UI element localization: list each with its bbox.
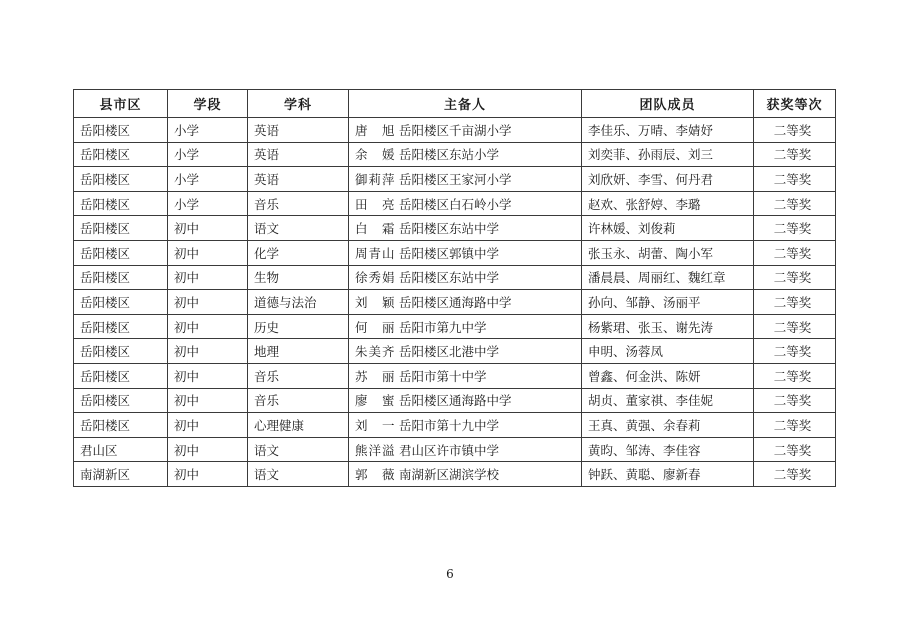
cell-subject: 语文: [248, 216, 349, 241]
cell-award: 二等奖: [754, 339, 836, 364]
cell-county: 岳阳楼区: [74, 388, 168, 413]
cell-subject: 语文: [248, 437, 349, 462]
awards-table: [73, 89, 836, 487]
cell-team: 张玉永、胡蕾、陶小军: [582, 240, 754, 265]
cell-subject: 历史: [248, 314, 349, 339]
cell-lead: [349, 314, 582, 339]
cell-stage: 初中: [168, 314, 248, 339]
cell-lead: [349, 462, 582, 487]
lead-name: 田 亮: [355, 196, 396, 212]
cell-subject: 心理健康: [248, 413, 349, 438]
cell-subject: 地理: [248, 339, 349, 364]
cell-subject: 生物: [248, 265, 349, 290]
lead-school: 岳阳楼区王家河小学: [399, 171, 512, 187]
cell-lead: [349, 363, 582, 388]
cell-subject: 英语: [248, 118, 349, 143]
cell-team: 潘晨晨、周丽红、魏红章: [582, 265, 754, 290]
cell-county: 岳阳楼区: [74, 363, 168, 388]
cell-award: 二等奖: [754, 290, 836, 315]
lead-name: 唐 旭: [355, 122, 396, 138]
lead-school: 岳阳楼区郭镇中学: [399, 245, 500, 261]
cell-team: 李佳乐、万晴、李婧妤: [582, 118, 754, 143]
table-row: [74, 363, 836, 388]
page-number: 6: [446, 567, 454, 581]
lead-name: 周青山: [355, 245, 396, 261]
header-stage: 学段: [168, 90, 248, 118]
cell-team: 赵欢、张舒婷、李璐: [582, 191, 754, 216]
cell-county: 南湖新区: [74, 462, 168, 487]
lead-name: 廖 蜜: [355, 393, 396, 409]
cell-award: 二等奖: [754, 118, 836, 143]
cell-subject: 音乐: [248, 388, 349, 413]
lead-school: 岳阳楼区东站中学: [399, 221, 500, 237]
lead-school: 岳阳楼区东站小学: [399, 147, 500, 163]
cell-stage: 小学: [168, 191, 248, 216]
lead-name: 朱美齐: [355, 344, 396, 360]
cell-lead: [349, 437, 582, 462]
table-row: [74, 413, 836, 438]
cell-award: 二等奖: [754, 388, 836, 413]
cell-county: 岳阳楼区: [74, 191, 168, 216]
cell-county: 岳阳楼区: [74, 118, 168, 143]
cell-stage: 初中: [168, 462, 248, 487]
header-lead: 主备人: [349, 90, 582, 118]
cell-lead: [349, 118, 582, 143]
lead-school: 岳阳楼区白石岭小学: [399, 196, 512, 212]
table-row: [74, 437, 836, 462]
lead-name: 徐秀娟: [355, 270, 396, 286]
cell-county: 岳阳楼区: [74, 339, 168, 364]
table-row: [74, 462, 836, 487]
cell-award: 二等奖: [754, 314, 836, 339]
lead-name: 白 霜: [355, 221, 396, 237]
cell-county: 岳阳楼区: [74, 413, 168, 438]
cell-award: 二等奖: [754, 142, 836, 167]
lead-name: 御莉萍: [355, 171, 396, 187]
lead-school: 岳阳楼区通海路中学: [399, 393, 512, 409]
table-row: [74, 290, 836, 315]
table-row: [74, 339, 836, 364]
cell-award: 二等奖: [754, 191, 836, 216]
table-row: [74, 216, 836, 241]
lead-school: 岳阳楼区北港中学: [399, 344, 500, 360]
cell-team: 刘奕菲、孙雨辰、刘三: [582, 142, 754, 167]
cell-county: 岳阳楼区: [74, 265, 168, 290]
cell-team: 王真、黄强、余春莉: [582, 413, 754, 438]
table-header-row: [74, 90, 836, 118]
cell-stage: 小学: [168, 142, 248, 167]
cell-award: 二等奖: [754, 240, 836, 265]
lead-name: 何 丽: [355, 319, 396, 335]
cell-subject: 音乐: [248, 363, 349, 388]
cell-stage: 初中: [168, 290, 248, 315]
cell-county: 岳阳楼区: [74, 142, 168, 167]
lead-school: 岳阳楼区东站中学: [399, 270, 500, 286]
lead-name: 余 媛: [355, 147, 396, 163]
cell-stage: 初中: [168, 437, 248, 462]
cell-lead: [349, 339, 582, 364]
cell-team: 钟跃、黄聪、廖新春: [582, 462, 754, 487]
cell-award: 二等奖: [754, 167, 836, 192]
cell-county: 岳阳楼区: [74, 167, 168, 192]
cell-stage: 初中: [168, 413, 248, 438]
cell-stage: 初中: [168, 265, 248, 290]
cell-lead: [349, 413, 582, 438]
cell-county: 岳阳楼区: [74, 216, 168, 241]
table-row: [74, 265, 836, 290]
cell-lead: [349, 142, 582, 167]
cell-stage: 小学: [168, 167, 248, 192]
lead-school: 岳阳楼区千亩湖小学: [399, 122, 512, 138]
lead-name: 郭 薇: [355, 467, 396, 483]
cell-team: 许林媛、刘俊莉: [582, 216, 754, 241]
lead-name: 刘 一: [355, 417, 396, 433]
header-county: 县市区: [74, 90, 168, 118]
cell-subject: 语文: [248, 462, 349, 487]
lead-school: 君山区许市镇中学: [399, 442, 500, 458]
cell-team: 申明、汤蓉凤: [582, 339, 754, 364]
cell-stage: 初中: [168, 240, 248, 265]
lead-name: 刘 颖: [355, 294, 396, 310]
cell-county: 君山区: [74, 437, 168, 462]
cell-team: 杨紫珺、张玉、谢先涛: [582, 314, 754, 339]
cell-subject: 英语: [248, 167, 349, 192]
cell-county: 岳阳楼区: [74, 314, 168, 339]
cell-award: 二等奖: [754, 462, 836, 487]
cell-stage: 初中: [168, 216, 248, 241]
lead-school: 岳阳市第十九中学: [399, 417, 500, 433]
cell-subject: 化学: [248, 240, 349, 265]
cell-lead: [349, 216, 582, 241]
table-row: [74, 191, 836, 216]
table-row: [74, 240, 836, 265]
cell-team: 孙向、邹静、汤丽平: [582, 290, 754, 315]
lead-school: 南湖新区湖滨学校: [399, 467, 500, 483]
cell-award: 二等奖: [754, 413, 836, 438]
cell-subject: 音乐: [248, 191, 349, 216]
table-row: [74, 142, 836, 167]
lead-school: 岳阳市第九中学: [399, 319, 487, 335]
cell-award: 二等奖: [754, 437, 836, 462]
cell-county: 岳阳楼区: [74, 290, 168, 315]
table-row: [74, 388, 836, 413]
table-row: [74, 167, 836, 192]
table-row: [74, 314, 836, 339]
cell-lead: [349, 167, 582, 192]
lead-name: 熊洋溢: [355, 442, 396, 458]
cell-team: 胡贞、董家祺、李佳妮: [582, 388, 754, 413]
cell-lead: [349, 290, 582, 315]
cell-lead: [349, 265, 582, 290]
cell-stage: 小学: [168, 118, 248, 143]
cell-team: 刘欣妍、李雪、何丹君: [582, 167, 754, 192]
cell-lead: [349, 388, 582, 413]
lead-name: 苏 丽: [355, 368, 396, 384]
header-award: 获奖等次: [754, 90, 836, 118]
cell-award: 二等奖: [754, 363, 836, 388]
lead-school: 岳阳市第十中学: [399, 368, 487, 384]
header-subject: 学科: [248, 90, 349, 118]
cell-award: 二等奖: [754, 265, 836, 290]
cell-lead: [349, 240, 582, 265]
lead-school: 岳阳楼区通海路中学: [399, 294, 512, 310]
cell-county: 岳阳楼区: [74, 240, 168, 265]
cell-subject: 英语: [248, 142, 349, 167]
cell-stage: 初中: [168, 363, 248, 388]
cell-award: 二等奖: [754, 216, 836, 241]
header-team: 团队成员: [582, 90, 754, 118]
cell-stage: 初中: [168, 388, 248, 413]
cell-team: 曾鑫、何金洪、陈妍: [582, 363, 754, 388]
cell-stage: 初中: [168, 339, 248, 364]
cell-lead: [349, 191, 582, 216]
table-row: [74, 118, 836, 143]
cell-subject: 道德与法治: [248, 290, 349, 315]
cell-team: 黄昀、邹涛、李佳容: [582, 437, 754, 462]
